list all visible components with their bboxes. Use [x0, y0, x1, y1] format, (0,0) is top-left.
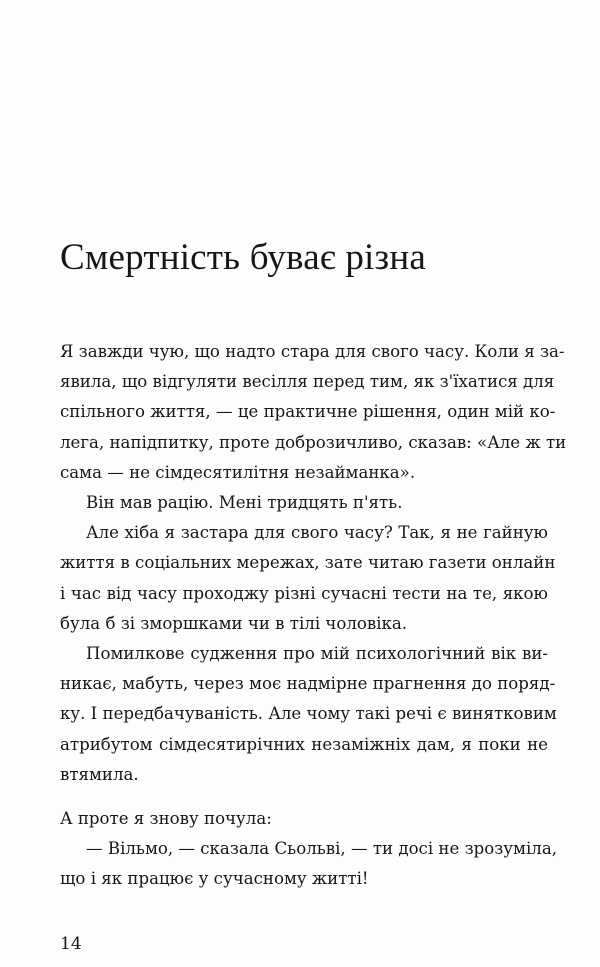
- text-line: никає, мабуть, через моє надмірне прагнення до поряд-: [60, 674, 556, 694]
- text-line: Він мав рацію. Мені тридцять п'ять.: [86, 493, 403, 513]
- paragraph-2: [60, 488, 548, 518]
- text-line: ку. І передбачуваність. Але чому такі речі є винятковим: [60, 704, 557, 724]
- text-line: — Вільмо, — сказала Сьольві, — ти досі не зрозуміла,: [86, 839, 557, 859]
- text-line: лега, напідпитку, проте доброзичливо, сказав: «Але ж ти: [60, 432, 567, 452]
- chapter-title: Смертність буває різна: [60, 237, 426, 278]
- text-line: і час від часу проходжу різні сучасні тести на те, якою: [60, 583, 548, 603]
- text-line: що і як працює у сучасному житті!: [60, 869, 369, 889]
- text-line: життя в соціальних мережах, зате читаю газети онлайн: [60, 553, 556, 573]
- paragraph-1: [60, 337, 567, 488]
- text-line: спільного життя, — це практичне рішення, один мій ко-: [60, 402, 556, 422]
- text-line: сама — не сімдесятилітня незайманка».: [60, 462, 416, 482]
- text-line: Я завжди чую, що надто стара для свого часу. Коли я за-: [60, 342, 565, 361]
- text-line: була б зі зморшками чи в тілі чоловіка.: [60, 613, 408, 633]
- text-line: втямила.: [60, 764, 139, 784]
- paragraph-3: [60, 518, 556, 639]
- paragraph-5: [60, 804, 548, 834]
- page-number: 14: [60, 934, 82, 954]
- text-line: Але хіба я застара для свого часу? Так, я не гайную: [86, 523, 548, 543]
- paragraph-4: [60, 639, 557, 790]
- text-line: А проте я знову почула:: [60, 809, 272, 828]
- text-block-main: [60, 337, 567, 790]
- text-line: атрибутом сімдесятирічних незаміжніх дам, я поки не: [60, 734, 548, 754]
- text-line: Помилкове судження про мій психологічний вік ви-: [86, 644, 548, 664]
- text-block-dialogue: [60, 804, 557, 895]
- text-line: явила, що відгуляти весілля перед тим, як з'їхатися для: [60, 372, 555, 392]
- paragraph-6: [60, 834, 557, 894]
